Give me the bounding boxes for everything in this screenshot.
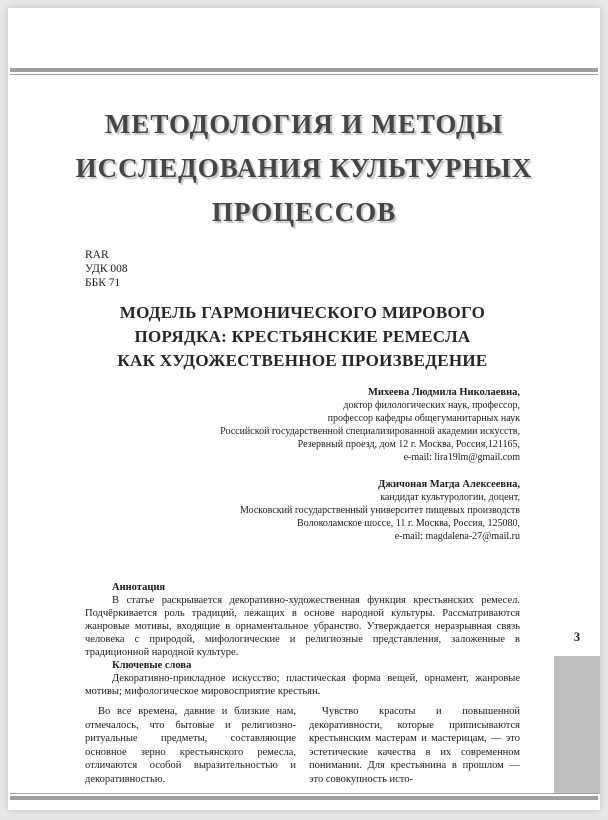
author-detail-line: Волоколамское шоссе, 11 г. Москва, Россия, 125080, <box>297 518 520 529</box>
section-header <box>8 102 600 234</box>
author-detail-line: Российской государственной специализированной академии искусств, <box>220 426 520 437</box>
author-name: Джичоная Магда Алексеевна, <box>378 479 520 490</box>
author-email: e-mail: magdalena-27@mail.ru <box>394 531 520 542</box>
author-email: e-mail: lira19lm@gmail.com <box>403 452 520 463</box>
code-udk: УДК 008 <box>85 263 128 275</box>
article-title-line: КАК ХУДОЖЕСТВЕННОЕ ПРОИЗВЕДЕНИЕ <box>117 351 488 370</box>
keywords-label: Ключевые слова <box>112 660 192 671</box>
section-header-line: ПРОЦЕССОВ <box>211 197 397 227</box>
body-columns <box>85 705 520 786</box>
author-block-1 <box>85 386 520 464</box>
author-detail-line: доктор филологических наук, профессор, <box>343 400 520 411</box>
section-header-line: ИССЛЕДОВАНИЯ КУЛЬТУРНЫХ <box>75 153 533 183</box>
codes-block <box>85 248 128 290</box>
abstract-text: В статье раскрывается декоративно-художественная функция крестьянских ремесел. Подчёркивается роль традиций, лежащих в основе народной культуры. Рассматриваются жанровые мотивы, входящие в орнаментальное убранство. Утверждается неразрывная связь человека с природой, мифологические и религиозные представления, заложенные в традиционной народной культуре. <box>85 595 520 658</box>
abstract-keywords-block <box>85 581 520 698</box>
code-rar: RAR <box>85 249 109 261</box>
author-name: Михеева Людмила Николаевна, <box>368 387 520 398</box>
author-detail-line: кандидат культурологии, доцент, <box>380 492 520 503</box>
article-title <box>85 301 520 373</box>
page-number: 3 <box>573 630 581 644</box>
author-detail-line: Резервный проезд, дом 12 г. Москва, Россия,121165, <box>297 439 520 450</box>
body-left-column: Во все времена, давние и близкие нам, отмечалось, что бытовые и религиозно-ритуальные предметы, составляющие основное зерно крестьянского ремесла, отличаются особой выразительностью и декоративностью. <box>85 706 296 785</box>
bottom-rule <box>10 793 598 800</box>
article-title-line: МОДЕЛЬ ГАРМОНИЧЕСКОГО МИРОВОГО <box>119 303 486 322</box>
code-bbk: ББК 71 <box>85 277 121 289</box>
section-header-line: МЕТОДОЛОГИЯ И МЕТОДЫ <box>104 109 504 139</box>
journal-page <box>8 8 600 810</box>
side-bar <box>554 656 600 794</box>
article-title-line: ПОРЯДКА: КРЕСТЬЯНСКИЕ РЕМЕСЛА <box>134 327 471 346</box>
abstract-label: Аннотация <box>112 582 166 593</box>
author-detail-line: Московский государственный университет пищевых производств <box>239 505 520 516</box>
body-right-column: Чувство красоты и повышенной декоративности, которые приписываются крестьянским мастерам и мастерицам, — это эстетические качества в их современном понимании. Для крестьянина в прошлом — это совокупность исто- <box>309 706 520 785</box>
author-detail-line: профессор кафедры общегуманитарных наук <box>327 413 520 424</box>
keywords-text: Декоративно-прикладное искусство; пластическая форма вещей, орнамент, жанровые мотивы; мифологическое мировосприятие крестьян. <box>85 673 520 697</box>
top-rule <box>10 68 598 75</box>
author-block-2 <box>85 478 520 543</box>
